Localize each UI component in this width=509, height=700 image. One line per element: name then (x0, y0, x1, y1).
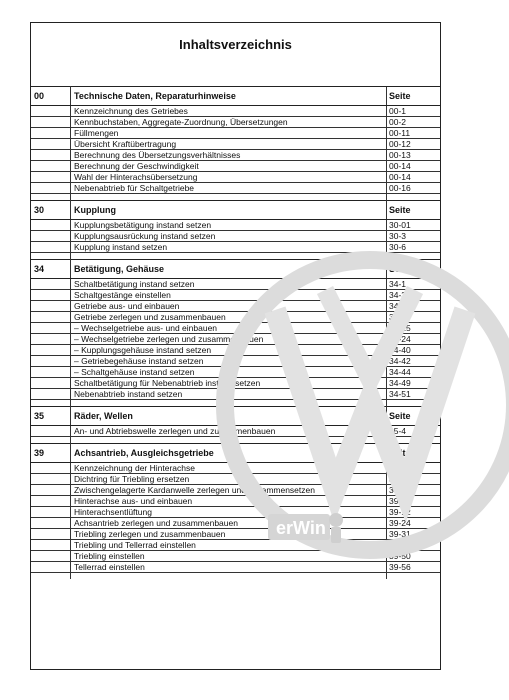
section-number: 39 (31, 444, 71, 463)
entry-number-cell (31, 496, 71, 507)
entry-number-cell (31, 540, 71, 551)
entry-title: Kennzeichnung des Getriebes (71, 106, 387, 117)
entry-page: 39-5 (387, 485, 441, 496)
entry-title: Kupplung instand setzen (71, 242, 387, 253)
section-title: Räder, Wellen (71, 407, 387, 426)
entry-title: Kennzeichnung der Hinterachse (71, 463, 387, 474)
entry-page: 39-31 (387, 529, 441, 540)
toc-entry[interactable] (31, 345, 440, 356)
toc-entry[interactable] (31, 231, 440, 242)
entry-title: Getriebe aus- und einbauen (71, 301, 387, 312)
toc-entry[interactable] (31, 128, 440, 139)
entry-title: Triebling und Tellerrad einstellen (71, 540, 387, 551)
entry-page: 39-45 (387, 540, 441, 551)
entry-title: An- und Abtriebswelle zerlegen und zusammenbauen (71, 426, 387, 437)
entry-title: Zwischengelagerte Kardanwelle zerlegen und zusammensetzen (71, 485, 387, 496)
entry-page: 34-40 (387, 345, 441, 356)
entry-title: Berechnung der Geschwindigkeit (71, 161, 387, 172)
toc-entry[interactable] (31, 139, 440, 150)
entry-number-cell (31, 485, 71, 496)
entry-title: – Wechselgetriebe aus- und einbauen (71, 323, 387, 334)
entry-page: 30-3 (387, 231, 441, 242)
entry-number-cell (31, 117, 71, 128)
section-spacer (31, 437, 440, 444)
entry-page: 00-2 (387, 117, 441, 128)
entry-page: 34-49 (387, 378, 441, 389)
section-title: Achsantrieb, Ausgleichsgetriebe (71, 444, 387, 463)
entry-title: Kupplungsausrückung instand setzen (71, 231, 387, 242)
section-spacer (31, 253, 440, 260)
section-header (31, 407, 440, 426)
section-number: 30 (31, 201, 71, 220)
toc-entry[interactable] (31, 279, 440, 290)
entry-page: 00-12 (387, 139, 441, 150)
entry-title: Füllmengen (71, 128, 387, 139)
entry-title: Triebling zerlegen und zusammenbauen (71, 529, 387, 540)
section-spacer (31, 194, 440, 201)
entry-number-cell (31, 106, 71, 117)
entry-number-cell (31, 172, 71, 183)
toc-entry[interactable] (31, 334, 440, 345)
page-column-header: Seite (387, 87, 441, 106)
toc-entry[interactable] (31, 323, 440, 334)
entry-page: 35-4 (387, 426, 441, 437)
entry-number-cell (31, 367, 71, 378)
entry-title: Wahl der Hinterachsübersetzung (71, 172, 387, 183)
entry-number-cell (31, 242, 71, 253)
entry-number-cell (31, 529, 71, 540)
entry-title: Tellerrad einstellen (71, 562, 387, 573)
entry-title: Getriebe zerlegen und zusammenbauen (71, 312, 387, 323)
toc-entry[interactable] (31, 150, 440, 161)
entry-page: 34-51 (387, 389, 441, 400)
entry-page: 34-15 (387, 323, 441, 334)
entry-number-cell (31, 345, 71, 356)
page-column-header: Seite (387, 201, 441, 220)
entry-number-cell (31, 323, 71, 334)
toc-entry[interactable] (31, 220, 440, 231)
entry-page: 00-13 (387, 150, 441, 161)
section-header (31, 87, 440, 106)
entry-page: 34-1 (387, 279, 441, 290)
entry-number-cell (31, 183, 71, 194)
entry-page: 39-12 (387, 507, 441, 518)
entry-number-cell (31, 279, 71, 290)
entry-page: 00-11 (387, 128, 441, 139)
entry-number-cell (31, 551, 71, 562)
entry-title: Schaltbetätigung für Nebenabtrieb instand setzen (71, 378, 387, 389)
entry-page: 34-11 (387, 301, 441, 312)
toc-entry[interactable] (31, 183, 440, 194)
section-number: 35 (31, 407, 71, 426)
entry-page: 00-14 (387, 161, 441, 172)
entry-title: – Wechselgetriebe zerlegen und zusammenbauen (71, 334, 387, 345)
section-title: Kupplung (71, 201, 387, 220)
toc-entry[interactable] (31, 161, 440, 172)
entry-page: 34-24 (387, 334, 441, 345)
svg-text:erWin: erWin (276, 518, 326, 538)
entry-number-cell (31, 378, 71, 389)
entry-number-cell (31, 301, 71, 312)
section-header (31, 444, 440, 463)
toc-entry[interactable] (31, 106, 440, 117)
entry-number-cell (31, 128, 71, 139)
entry-title: Triebling einstellen (71, 551, 387, 562)
toc-entry[interactable] (31, 301, 440, 312)
entry-number-cell (31, 507, 71, 518)
page-column-header: Seite (387, 260, 441, 279)
entry-page: 39-24 (387, 518, 441, 529)
entry-number-cell (31, 220, 71, 231)
toc-entry[interactable] (31, 426, 440, 437)
entry-page: 34-3 (387, 290, 441, 301)
entry-number-cell (31, 474, 71, 485)
toc-entry[interactable] (31, 529, 440, 540)
entry-number-cell (31, 562, 71, 573)
entry-number-cell (31, 312, 71, 323)
entry-number-cell (31, 231, 71, 242)
page-title: Inhaltsverzeichnis (179, 37, 292, 52)
toc-entry[interactable] (31, 356, 440, 367)
entry-number-cell (31, 426, 71, 437)
entry-title: Nebenabtrieb instand setzen (71, 389, 387, 400)
entry-page: 30-6 (387, 242, 441, 253)
section-title: Betätigung, Gehäuse (71, 260, 387, 279)
section-header (31, 201, 440, 220)
toc-entry[interactable] (31, 463, 440, 474)
toc-entry[interactable] (31, 117, 440, 128)
toc-entry[interactable] (31, 518, 440, 529)
section-number: 34 (31, 260, 71, 279)
page-column-header: Seite (387, 407, 441, 426)
entry-number-cell (31, 518, 71, 529)
entry-title: – Getriebegehäuse instand setzen (71, 356, 387, 367)
entry-number-cell (31, 139, 71, 150)
toc-entry[interactable] (31, 172, 440, 183)
entry-page: 39-56 (387, 562, 441, 573)
document-page (30, 22, 441, 670)
toc-entry[interactable] (31, 507, 440, 518)
entry-number-cell (31, 161, 71, 172)
entry-title: – Schaltgehäuse instand setzen (71, 367, 387, 378)
toc-entry[interactable] (31, 474, 440, 485)
section-header (31, 260, 440, 279)
entry-page: 34-44 (387, 367, 441, 378)
entry-page: 39-1 (387, 463, 441, 474)
toc-entry[interactable] (31, 242, 440, 253)
entry-title: Dichtring für Triebling ersetzen (71, 474, 387, 485)
entry-title: Hinterachsentlüftung (71, 507, 387, 518)
entry-page: 39-10 (387, 496, 441, 507)
toc-table (31, 86, 440, 579)
entry-title: Kupplungsbetätigung instand setzen (71, 220, 387, 231)
toc-entry[interactable] (31, 562, 440, 573)
toc-entry[interactable] (31, 378, 440, 389)
toc-entry[interactable] (31, 312, 440, 323)
section-spacer (31, 400, 440, 407)
toc-entry[interactable] (31, 290, 440, 301)
entry-page: 34-42 (387, 356, 441, 367)
entry-page: 39-50 (387, 551, 441, 562)
entry-number-cell (31, 389, 71, 400)
entry-page: 00-14 (387, 172, 441, 183)
entry-title: Hinterachse aus- und einbauen (71, 496, 387, 507)
toc-entry[interactable] (31, 551, 440, 562)
entry-page: 39-2 (387, 474, 441, 485)
entry-title: Nebenabtrieb für Schaltgetriebe (71, 183, 387, 194)
entry-number-cell (31, 356, 71, 367)
toc-entry[interactable] (31, 367, 440, 378)
toc-entry[interactable] (31, 540, 440, 551)
toc-entry[interactable] (31, 485, 440, 496)
entry-title: Schaltbetätigung instand setzen (71, 279, 387, 290)
section-number: 00 (31, 87, 71, 106)
entry-title: Achsantrieb zerlegen und zusammenbauen (71, 518, 387, 529)
entry-number-cell (31, 463, 71, 474)
entry-number-cell (31, 290, 71, 301)
toc-entry[interactable] (31, 496, 440, 507)
entry-title: – Kupplungsgehäuse instand setzen (71, 345, 387, 356)
erwin-logo (268, 508, 348, 548)
toc-entry[interactable] (31, 389, 440, 400)
entry-title: Schaltgestänge einstellen (71, 290, 387, 301)
entry-number-cell (31, 334, 71, 345)
section-title: Technische Daten, Reparaturhinweise (71, 87, 387, 106)
section-spacer (31, 573, 440, 580)
entry-title: Übersicht Kraftübertragung (71, 139, 387, 150)
entry-title: Kennbuchstaben, Aggregate-Zuordnung, Übersetzungen (71, 117, 387, 128)
entry-page: 00-16 (387, 183, 441, 194)
page-column-header: Seite (387, 444, 441, 463)
entry-title: Berechnung des Übersetzungsverhältnisses (71, 150, 387, 161)
entry-page: 00-1 (387, 106, 441, 117)
entry-page: 34-15 (387, 312, 441, 323)
entry-page: 30-01 (387, 220, 441, 231)
entry-number-cell (31, 150, 71, 161)
